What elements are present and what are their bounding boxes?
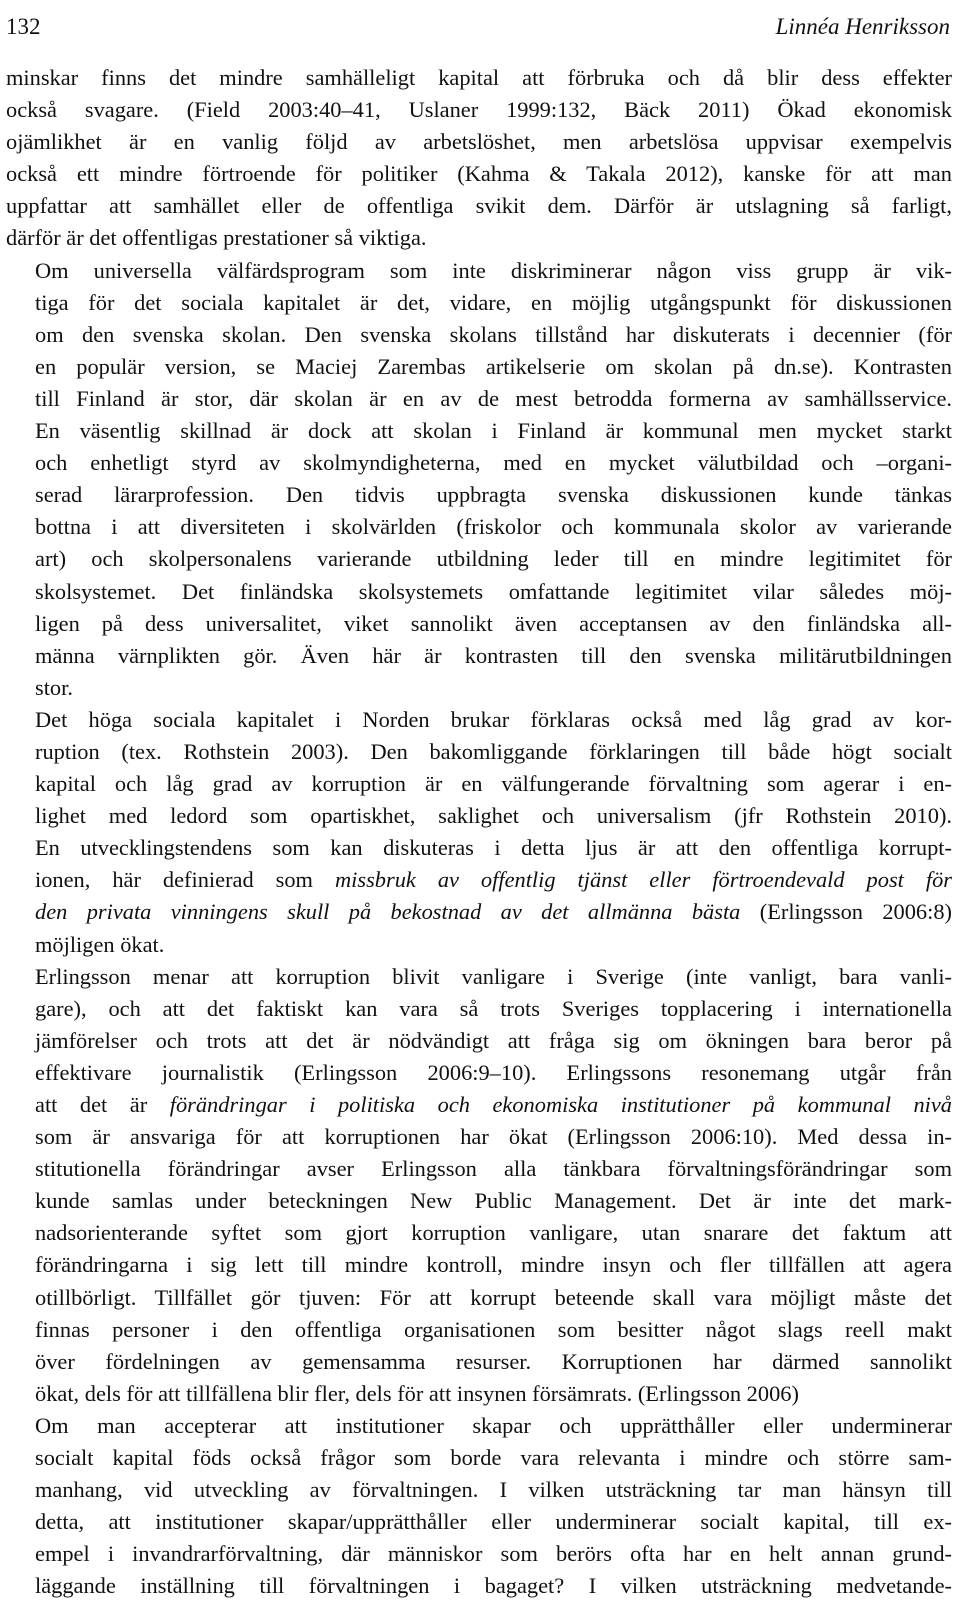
italic-quote: missbruk av offentlig tjänst eller förtroendevald post för [334, 867, 952, 893]
text-line: därför är det offentligas prestationer så viktiga. [6, 225, 427, 251]
text-line: männa värnplikten gör. Även här är kontrasten till den svenska militärutbildningen [35, 642, 952, 668]
text-line: bottna i att diversiteten i skolvärlden (friskolor och kommunala skolor av varierande [35, 514, 952, 540]
text-line: läggande inställning till förvaltningen i bagaget? I vilken utsträckning medvetande- [35, 1573, 952, 1599]
running-head [6, 0, 952, 40]
text-line: En utvecklingstendens som kan diskuteras i detta ljus är att den offentliga korrupt- [35, 835, 952, 861]
text-line: och enhetligt styrd av skolmyndigheterna, med en mycket välutbildad och –organi- [35, 450, 952, 476]
text-line: stor. [35, 674, 73, 700]
text-line: också svagare. (Field 2003:40–41, Uslaner 1999:132, Bäck 2011) Ökad ekonomisk [6, 97, 952, 123]
text-line: ligen på dess universalitet, viket sannolikt även acceptansen av den finländska all- [35, 610, 952, 636]
citation: (Erlingsson 2006:8) [740, 899, 952, 925]
text-line: Det höga sociala kapitalet i Norden brukar förklaras också med låg grad av kor- [35, 706, 952, 732]
text-line: tiga för det sociala kapitalet är det, vidare, en möjlig utgångspunkt för diskussionen [35, 289, 952, 315]
text-line: ojämlikhet är en vanlig följd av arbetslöshet, men arbetslösa uppvisar exempelvis [6, 129, 952, 155]
text-line: möjligen ökat. [35, 931, 165, 957]
text-line: effektivare journalistik (Erlingsson 2006:9–10). Erlingssons resonemang utgår från [35, 1059, 952, 1085]
text-line: ökat, dels för att tillfällena blir fler, dels för att insynen försämrats. (Erlingsson 2006) [35, 1380, 799, 1406]
paragraph [6, 1410, 952, 1603]
text-line: kapital och låg grad av korruption är en välfungerande förvaltning som agerar i en- [35, 771, 952, 797]
text-run: ionen, här definierad som [35, 867, 335, 893]
text-line [6, 896, 952, 928]
text-line: art) och skolpersonalens varierande utbildning leder till en mindre legitimitet för [35, 546, 952, 572]
text-line [6, 1089, 952, 1121]
text-line: uppfattar att samhället eller de offentliga svikit dem. Därför är utslagning så farligt, [6, 193, 952, 219]
paragraph [6, 255, 952, 704]
text-line: ruption (tex. Rothstein 2003). Den bakomliggande förklaringen till både högt socialt [35, 738, 952, 764]
text-line: stitutionella förändringar avser Erlingsson alla tänkbara förvaltningsförändringar som [35, 1156, 952, 1182]
text-line: En väsentlig skillnad är dock att skolan i Finland är kommunal men mycket starkt [35, 418, 952, 444]
text-line: minskar finns det mindre samhälleligt kapital att förbruka och då blir dess effekter [6, 65, 952, 90]
text-line: manhang, vid utveckling av förvaltningen. I vilken utsträckning tar man hänsyn till [35, 1477, 952, 1503]
text-line: nadsorienterande syftet som gjort korruption vanligare, utan snarare det faktum att [35, 1220, 952, 1246]
text-line: Erlingsson menar att korruption blivit vanligare i Sverige (inte vanligt, bara vanli- [35, 963, 952, 989]
italic-quote: den privata vinningens skull på bekostnad av det allmänna bästa [35, 899, 741, 925]
text-line: otillbörligt. Tillfället gör tjuven: För att korrupt beteende skall vara möjligt måste det [35, 1284, 952, 1310]
text-line: finnas personer i den offentliga organisationen som besitter något slags reell makt [35, 1316, 952, 1342]
text-line: socialt kapital föds också frågor som borde vara relevanta i mindre och större sam- [35, 1445, 952, 1471]
paragraph [6, 961, 952, 1410]
text-line: om den svenska skolan. Den svenska skolans tillstånd har diskuterats i decennier (för [35, 321, 952, 347]
paragraph [6, 62, 952, 255]
text-line: som är ansvariga för att korruptionen har ökat (Erlingsson 2006:10). Med dessa in- [35, 1124, 952, 1150]
text-line: Om man accepterar att institutioner skapar och upprätthåller eller underminerar [35, 1412, 952, 1438]
text-line: skolsystemet. Det finländska skolsystemets omfattande legitimitet vilar således möj- [35, 578, 952, 604]
text-line: över fördelningen av gemensamma resurser. Korruptionen har därmed sannolikt [35, 1348, 952, 1374]
page-number: 132 [6, 14, 41, 39]
text-line: också ett mindre förtroende för politiker (Kahma & Takala 2012), kanske för att man [6, 161, 952, 187]
text-line: empel i invandrarförvaltning, där människor som berörs ofta har en helt annan grund- [35, 1541, 952, 1567]
text-run: att det är [35, 1092, 170, 1117]
body-text [6, 62, 952, 1603]
paragraph [6, 704, 952, 961]
text-line: gare), och att det faktiskt kan vara så trots Sveriges topplacering i internationella [35, 995, 952, 1021]
text-line: en populär version, se Maciej Zarembas artikelserie om skolan på dn.se). Kontrasten [35, 353, 952, 379]
text-line: jämförelser och trots att det är nödvändigt att fråga sig om ökningen bara beror på [35, 1027, 952, 1053]
text-line: lighet med ledord som opartiskhet, saklighet och universalism (jfr Rothstein 2010). [35, 803, 952, 829]
text-line: till Finland är stor, där skolan är en av de mest betrodda formerna av samhällsservice. [35, 385, 952, 411]
text-line: Om universella välfärdsprogram som inte diskriminerar någon viss grupp är vik- [35, 257, 952, 283]
text-line [6, 864, 952, 896]
text-line: kunde samlas under beteckningen New Public Management. Det är inte det mark- [35, 1188, 952, 1214]
text-line: förändringarna i sig lett till mindre kontroll, mindre insyn och fler tillfällen att agera [35, 1252, 952, 1278]
italic-quote: förändringar i politiska och ekonomiska institutioner på kommunal nivå [169, 1092, 952, 1117]
running-head-author: Linnéa Henriksson [775, 14, 950, 39]
text-line: detta, att institutioner skapar/upprätthåller eller underminerar socialt kapital, till ex- [35, 1509, 952, 1535]
text-line: serad lärarprofession. Den tidvis uppbragta svenska diskussionen kunde tänkas [35, 482, 952, 508]
